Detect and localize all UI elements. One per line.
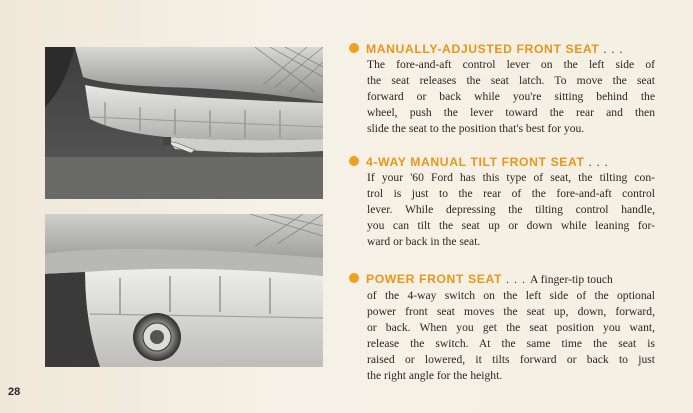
body-line: A finger-tip touch <box>530 273 613 286</box>
section-heading: MANUALLY-ADJUSTED FRONT SEAT <box>366 42 600 56</box>
section-body <box>367 170 655 250</box>
heading-dots: . . . <box>506 272 526 286</box>
body-line: you can tilt the seat up or down while leaning for- <box>367 219 655 233</box>
body-line: lever. While depressing the tilting control handle, <box>367 203 655 217</box>
bullet-icon <box>349 156 359 166</box>
body-line: If your '60 Ford has this type of seat, the tilting con- <box>367 171 655 184</box>
body-line: forward or back while you're sitting behind the <box>367 90 655 104</box>
page-number: 28 <box>8 386 21 398</box>
heading-dots: . . . <box>588 155 609 169</box>
body-line: wheel, push the lever toward the rear and then <box>367 106 655 120</box>
seat-lever-photo <box>45 47 323 199</box>
body-line: raised or lowered, it tilts forward or back to just <box>367 353 655 367</box>
section-heading: 4-WAY MANUAL TILT FRONT SEAT <box>366 155 585 169</box>
section-body <box>367 288 655 385</box>
bullet-icon <box>349 43 359 53</box>
bullet-icon <box>349 273 359 283</box>
body-line: The fore-and-aft control lever on the left side of <box>367 58 655 71</box>
body-line: release the switch. At the same time the seat is <box>367 337 655 351</box>
body-line: or back. When you get the seat position you want, <box>367 321 655 335</box>
section-body <box>367 57 655 137</box>
body-line: power front seat moves the seat up, down, forward, <box>367 305 655 319</box>
heading-dots: . . . <box>603 42 624 56</box>
tilt-seat-section <box>349 154 655 250</box>
body-line: ward or back in the seat. <box>367 235 481 249</box>
section-heading: POWER FRONT SEAT <box>366 272 502 286</box>
body-line: trol is just to the rear of the fore-and-aft control <box>367 187 655 201</box>
body-line: the seat releases the seat latch. To move the seat <box>367 74 655 88</box>
body-line: slide the seat to the position that's best for you. <box>367 122 585 136</box>
manual-seat-section <box>349 41 655 137</box>
power-seat-section <box>349 271 655 385</box>
body-line: of the 4-way switch on the left side of the optional <box>367 289 655 302</box>
power-seat-switch-photo <box>45 214 323 367</box>
body-line: the right angle for the height. <box>367 369 503 383</box>
